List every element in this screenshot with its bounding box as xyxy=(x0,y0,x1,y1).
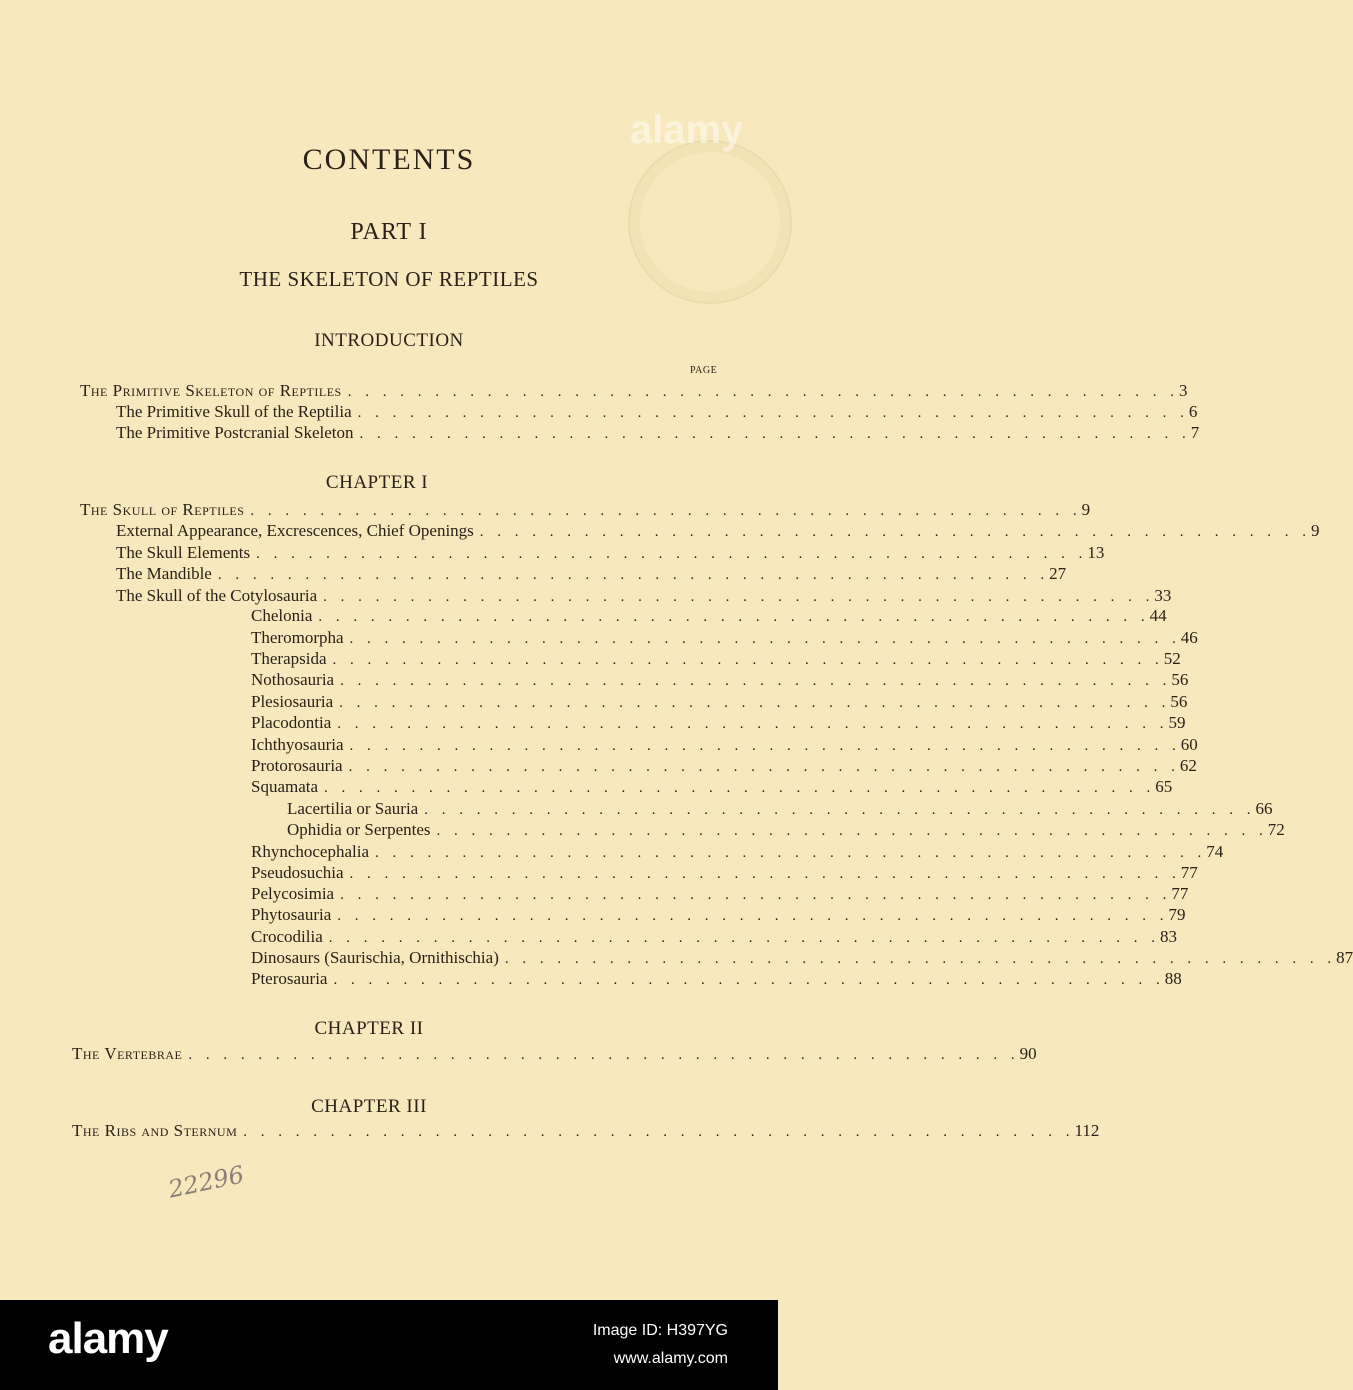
leader-dots: . . . . . . . . . . . . . . . . . . . . . . . . . . . . . . . . . . . . . . . . . . . . . . . . xyxy=(349,631,1181,647)
toc-entry-page: 56 xyxy=(1171,670,1189,689)
toc-entry-page: 9 xyxy=(1081,500,1091,519)
toc-entry-title: The Ribs and Sternum xyxy=(72,1121,238,1140)
leader-dots: . . . . . . . . . . . . . . . . . . . . . . . . . . . . . . . . . . . . . . . . . . . . . . . . xyxy=(337,908,1169,924)
toc-entry-title: Therapsida xyxy=(251,649,327,668)
toc-entry-page: 112 xyxy=(1074,1121,1100,1140)
toc-entry-page: 59 xyxy=(1168,713,1186,732)
toc-entry-page: 46 xyxy=(1180,628,1198,647)
section-heading: CHAPTER III xyxy=(311,1096,427,1117)
toc-entry-title: The Primitive Skeleton of Reptiles xyxy=(80,381,342,400)
toc-entry-title: Crocodilia xyxy=(251,927,323,946)
toc-entry-page: 72 xyxy=(1267,820,1285,839)
toc-entry xyxy=(287,820,1285,842)
handwritten-note: 22296 xyxy=(165,1160,247,1204)
toc-entry-title: The Skull Elements xyxy=(116,543,251,562)
leader-dots: . . . . . . . . . . . . . . . . . . . . . . . . . . . . . . . . . . . . . . . . . . . . . . . . xyxy=(347,384,1179,400)
image-id: Image ID: H397YG xyxy=(592,1322,728,1339)
leader-dots: . . . . . . . . . . . . . . . . . . . . . . . . . . . . . . . . . . . . . . . . . . . . . . . . xyxy=(479,524,1312,540)
toc-entry-title: The Skull of Reptiles xyxy=(80,500,245,519)
leader-dots: . . . . . . . . . . . . . . . . . . . . . . . . . . . . . . . . . . . . . . . . . . . . . . . . xyxy=(375,845,1207,861)
part-subtitle: THE SKELETON OF REPTILES xyxy=(239,267,539,291)
toc-entry-title: Pelycosimia xyxy=(251,884,335,903)
toc-entry xyxy=(116,543,1105,565)
leader-dots: . . . . . . . . . . . . . . . . . . . . . . . . . . . . . . . . . . . . . . . . . . . . . . . . xyxy=(339,695,1171,711)
toc-entry-page: 79 xyxy=(1168,905,1186,924)
toc-entry-page: 3 xyxy=(1178,381,1188,400)
toc-entry xyxy=(287,799,1273,821)
toc-entry xyxy=(116,521,1320,543)
toc-entry-title: Protorosauria xyxy=(251,756,343,775)
toc-entry-title: Theromorpha xyxy=(251,628,344,647)
toc-entry-title: Pterosauria xyxy=(251,969,328,988)
toc-entry-title: Plesiosauria xyxy=(251,692,334,711)
section-heading: CHAPTER I xyxy=(325,472,429,493)
contents-title: CONTENTS xyxy=(302,143,476,176)
toc-entry-page: 90 xyxy=(1019,1044,1037,1063)
toc-entry xyxy=(251,670,1189,692)
leader-dots: . . . . . . . . . . . . . . . . . . . . . . . . . . . . . . . . . . . . . . . . . . . . . . . . xyxy=(357,405,1189,421)
toc-entry xyxy=(72,1044,1037,1066)
toc-entry xyxy=(251,777,1173,799)
toc-entry xyxy=(251,756,1197,778)
toc-entry-page: 6 xyxy=(1188,402,1198,421)
toc-entry xyxy=(251,863,1198,885)
leader-dots: . . . . . . . . . . . . . . . . . . . . . . . . . . . . . . . . . . . . . . . . . . . . . . . . xyxy=(318,609,1150,625)
toc-entry-page: 33 xyxy=(1154,586,1172,605)
toc-entry-title: The Primitive Postcranial Skeleton xyxy=(116,423,354,442)
toc-entry-page: 62 xyxy=(1179,756,1197,775)
watermark: alamy xyxy=(630,108,744,152)
toc-entry-page: 56 xyxy=(1170,692,1188,711)
toc-entry-title: Nothosauria xyxy=(251,670,335,689)
toc-entry-page: 44 xyxy=(1149,606,1167,625)
toc-entry-title: Squamata xyxy=(251,777,319,796)
toc-entry-page: 87 xyxy=(1336,948,1353,967)
part-title: PART I xyxy=(350,219,428,245)
section-heading: CHAPTER II xyxy=(314,1018,424,1039)
toc-entry-title: The Primitive Skull of the Reptilia xyxy=(116,402,352,421)
leader-dots: . . . . . . . . . . . . . . . . . . . . . . . . . . . . . . . . . . . . . . . . . . . . . . . . xyxy=(359,426,1191,442)
toc-entry-title: Chelonia xyxy=(251,606,313,625)
toc-entry-page: 77 xyxy=(1171,884,1189,903)
toc-entry xyxy=(251,649,1181,671)
toc-entry-title: Phytosauria xyxy=(251,905,332,924)
toc-entry-title: The Skull of the Cotylosauria xyxy=(116,586,318,605)
leader-dots: . . . . . . . . . . . . . . . . . . . . . . . . . . . . . . . . . . . . . . . . . . . . . . . . xyxy=(328,930,1161,946)
toc-entry-page: 88 xyxy=(1164,969,1182,988)
toc-entry-page: 52 xyxy=(1163,649,1181,668)
toc-entry xyxy=(72,1121,1100,1143)
alamy-logo: alamy xyxy=(48,1314,168,1363)
leader-dots: . . . . . . . . . . . . . . . . . . . . . . . . . . . . . . . . . . . . . . . . . . . . . . . . xyxy=(188,1047,1020,1063)
toc-entry xyxy=(251,905,1186,927)
toc-entry-page: 9 xyxy=(1311,521,1320,540)
toc-entry xyxy=(116,423,1200,445)
toc-entry-title: The Mandible xyxy=(116,564,212,583)
toc-entry xyxy=(80,381,1188,403)
toc-entry xyxy=(251,884,1189,906)
leader-dots: . . . . . . . . . . . . . . . . . . . . . . . . . . . . . . . . . . . . . . . . . . . . . . . . xyxy=(323,589,1155,605)
toc-entry-title: Pseudosuchia xyxy=(251,863,344,882)
leader-dots: . . . . . . . . . . . . . . . . . . . . . . . . . . . . . . . . . . . . . . . . . . . . . . . . xyxy=(424,802,1256,818)
toc-entry-title: The Vertebrae xyxy=(72,1044,183,1063)
toc-entry-page: 66 xyxy=(1255,799,1273,818)
toc-entry xyxy=(251,842,1224,864)
page-column-label: PAGE xyxy=(690,365,718,376)
toc-entry xyxy=(251,969,1182,991)
toc-entry-page: 27 xyxy=(1049,564,1067,583)
leader-dots: . . . . . . . . . . . . . . . . . . . . . . . . . . . . . . . . . . . . . . . . . . . . . . . . xyxy=(243,1124,1075,1140)
toc-entry xyxy=(251,606,1167,628)
leader-dots: . . . . . . . . . . . . . . . . . . . . . . . . . . . . . . . . . . . . . . . . . . . . . . . . xyxy=(349,866,1181,882)
leader-dots: . . . . . . . . . . . . . . . . . . . . . . . . . . . . . . . . . . . . . . . . . . . . . . . . xyxy=(250,503,1082,519)
stock-footer-bar xyxy=(0,1300,778,1390)
leader-dots: . . . . . . . . . . . . . . . . . . . . . . . . . . . . . . . . . . . . . . . . . . . . . . . . xyxy=(324,780,1156,796)
toc-entry xyxy=(251,927,1178,949)
leader-dots: . . . . . . . . . . . . . . . . . . . . . . . . . . . . . . . . . . . . . . . . . . . . . . . . xyxy=(337,716,1169,732)
leader-dots: . . . . . . . . . . . . . . . . . . . . . . . . . . . . . . . . . . . . . . . . . . . . . . . . xyxy=(348,759,1180,775)
toc-entry xyxy=(116,564,1067,586)
section-heading: INTRODUCTION xyxy=(314,330,464,351)
leader-dots: . . . . . . . . . . . . . . . . . . . . . . . . . . . . . . . . . . . . . . . . . . . . . . . . xyxy=(256,546,1088,562)
toc-entry-page: 74 xyxy=(1206,842,1224,861)
leader-dots: . . . . . . . . . . . . . . . . . . . . . . . . . . . . . . . . . . . . . . . . . . . . . . . . xyxy=(332,652,1164,668)
toc-entry-page: 60 xyxy=(1180,735,1198,754)
toc-entry xyxy=(80,500,1091,522)
toc-entry xyxy=(251,948,1353,970)
leader-dots: . . . . . . . . . . . . . . . . . . . . . . . . . . . . . . . . . . . . . . . . . . . . . . . . xyxy=(340,673,1172,689)
leader-dots: . . . . . . . . . . . . . . . . . . . . . . . . . . . . . . . . . . . . . . . . . . . . . . . . xyxy=(333,972,1165,988)
toc-entry-page: 13 xyxy=(1087,543,1105,562)
toc-entry xyxy=(251,713,1186,735)
toc-entry-title: Ophidia or Serpentes xyxy=(287,820,431,839)
leader-dots: . . . . . . . . . . . . . . . . . . . . . . . . . . . . . . . . . . . . . . . . . . . . . . . . xyxy=(436,823,1268,839)
toc-entry-title: External Appearance, Excrescences, Chief Openings xyxy=(116,521,474,540)
toc-entry xyxy=(116,402,1198,424)
toc-entry-page: 65 xyxy=(1155,777,1173,796)
toc-entry-title: Lacertilia or Sauria xyxy=(287,799,419,818)
toc-entry xyxy=(251,735,1198,757)
toc-entry-page: 7 xyxy=(1190,423,1200,442)
toc-entry xyxy=(116,586,1172,608)
toc-entry-title: Placodontia xyxy=(251,713,332,732)
toc-entry xyxy=(251,692,1188,714)
toc-entry xyxy=(251,628,1198,650)
leader-dots: . . . . . . . . . . . . . . . . . . . . . . . . . . . . . . . . . . . . . . . . . . . . . . . . xyxy=(349,738,1181,754)
leader-dots: . . . . . . . . . . . . . . . . . . . . . . . . . . . . . . . . . . . . . . . . . . . . . . . . xyxy=(340,887,1172,903)
toc-entry-page: 77 xyxy=(1180,863,1198,882)
toc-entry-title: Dinosaurs (Saurischia, Ornithischia) xyxy=(251,948,499,967)
toc-entry-page: 83 xyxy=(1160,927,1178,946)
toc-entry-title: Rhynchocephalia xyxy=(251,842,370,861)
site-url: www.alamy.com xyxy=(613,1350,728,1367)
toc-entry-title: Ichthyosauria xyxy=(251,735,344,754)
leader-dots: . . . . . . . . . . . . . . . . . . . . . . . . . . . . . . . . . . . . . . . . . . . . . . . . xyxy=(504,951,1337,967)
leader-dots: . . . . . . . . . . . . . . . . . . . . . . . . . . . . . . . . . . . . . . . . . . . . . . . . xyxy=(217,567,1050,583)
